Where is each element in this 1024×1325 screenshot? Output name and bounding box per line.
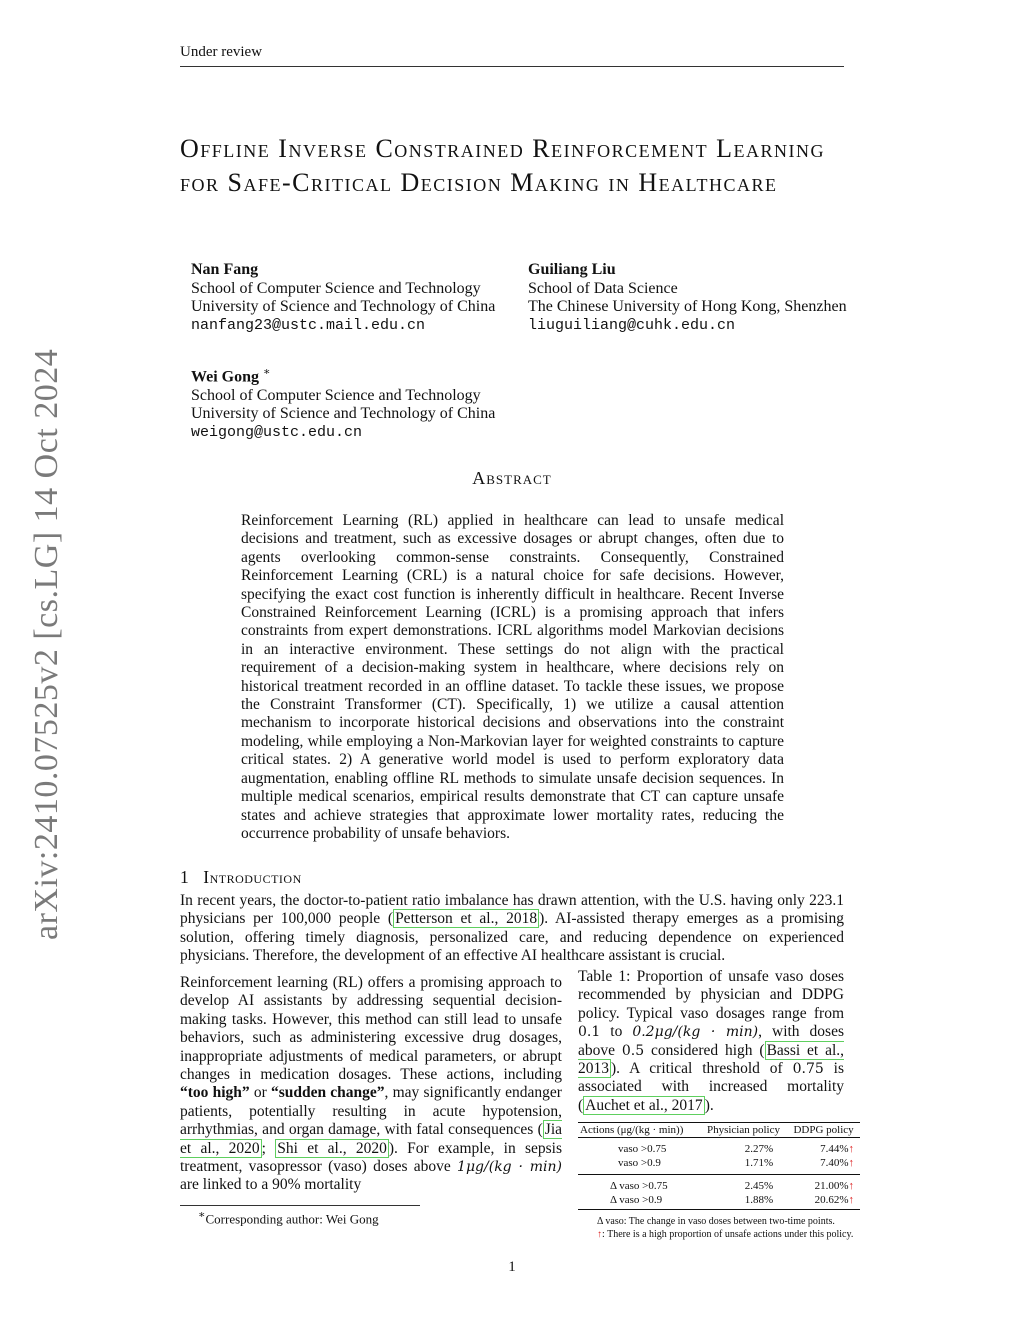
author-block-3 (191, 363, 495, 442)
up-arrow-icon: ↑ (848, 1157, 854, 1169)
table-cell: vaso >0.75 (618, 1143, 667, 1155)
text-span: ). A critical threshold of (611, 1060, 793, 1078)
page-number: 1 (508, 1259, 516, 1275)
citation-link[interactable]: Petterson et al., 2018 (395, 910, 538, 928)
author-affiliation: University of Science and Technology of China (191, 405, 496, 423)
table-cell: 20.62% (814, 1194, 849, 1206)
math-expression: 0.1 (578, 1024, 601, 1041)
section-title: Introduction (203, 867, 302, 887)
table-note: Δ vaso: The change in vaso doses between two-time points. (597, 1216, 835, 1227)
table-header-cell: Physician policy (700, 1123, 787, 1138)
math-expression: 0.5 (621, 1042, 645, 1059)
author-affiliation: School of Computer Science and Technology (191, 386, 481, 404)
text-span: are linked to a 90% mortality (180, 1176, 362, 1194)
citation-link[interactable]: Auchet et al., 2017 (585, 1096, 703, 1114)
table-row (578, 1193, 860, 1210)
abstract-heading: Abstract (472, 468, 552, 488)
math-expression: 1μg/(kg · min) (457, 1159, 562, 1176)
author-affiliation: School of Computer Science and Technology (191, 279, 481, 297)
table-row (578, 1175, 860, 1194)
table-cell: 2.27% (744, 1143, 774, 1155)
section-heading (180, 867, 302, 888)
author-name: Wei Gong (191, 368, 260, 386)
author-email[interactable]: weigong@ustc.edu.cn (191, 423, 363, 441)
text-span: ). (704, 1096, 714, 1114)
text-span: ; (261, 1139, 276, 1157)
table-cell: 7.44% (820, 1143, 849, 1155)
table-cell: 7.40% (820, 1157, 849, 1169)
results-table (578, 1122, 860, 1210)
table-note (597, 1229, 853, 1240)
intro-paragraph (180, 892, 844, 966)
table-caption (578, 968, 844, 1115)
table-cell: 21.00% (814, 1180, 849, 1192)
running-header: Under review (180, 44, 263, 60)
text-span: to (600, 1023, 633, 1041)
footnote-text: Corresponding author: Wei Gong (205, 1211, 379, 1227)
author-name: Nan Fang (191, 261, 259, 278)
section-number: 1 (180, 867, 190, 887)
author-affiliation: University of Science and Technology of China (191, 298, 496, 315)
text-span: or (249, 1084, 271, 1102)
table-row (578, 1138, 860, 1157)
author-email[interactable]: nanfang23@ustc.mail.edu.cn (191, 316, 426, 334)
citation-link[interactable]: Bassi et al., 2013 (578, 1041, 845, 1078)
header-rule (180, 66, 844, 67)
text-span: ). AI-assisted therapy emerges as a promising solution, offering timely diagnosis, personalized care, and reducing dependence on experienced physicians. Therefore, the development of an effective AI healthcare assistant is crucial. (180, 910, 844, 965)
author-affiliation: School of Data Science (528, 279, 678, 297)
author-block-2 (528, 261, 847, 335)
footnote (198, 1208, 379, 1227)
text-span: considered high ( (644, 1041, 765, 1059)
author-block-1 (191, 261, 495, 335)
up-arrow-icon: ↑ (597, 1229, 602, 1240)
table-cell: Δ vaso >0.9 (578, 1193, 700, 1210)
table-row (578, 1156, 860, 1175)
math-expression: 0.75 (792, 1061, 824, 1078)
footnote-rule (180, 1205, 420, 1206)
text-span: Reinforcement learning (RL) offers a promising approach to develop AI assistants by addressing sequential decision-making tasks. However, this method can still lead to unsafe behaviors, such as administering excessive drug dosages, inappropriate adjustments of medical parameters, or abrupt changes in medication dosages. These actions, including (180, 974, 562, 1084)
author-affiliation: The Chinese University of Hong Kong, Shenzhen (528, 298, 847, 315)
left-column-paragraph (180, 974, 562, 1195)
text-span: is associated with increased mortality ( (578, 1060, 844, 1114)
abstract-body: Reinforcement Learning (RL) applied in healthcare can lead to unsafe medical decisions and treatment, such as excessive dosages or abrupt changes, often due to agents overlooking common-sense constraints. Consequently, Constrained Reinforcement Learning (CRL) is a natural choice for safe decisions. However, specifying the exact cost function is inherently difficult in healthcare. Recent Inverse Constrained Reinforcement Learning (ICRL) is a promising approach that infers constraints from expert demonstrations. ICRL algorithms model Markovian decisions in an interactive environment. These settings do not align with the practical requirement of a decision-making system in healthcare, where decisions rely on historical treatment recorded in an offline dataset. To tackle these issues, we propose the Constraint Transformer (CT). Specifically, 1) we utilize a causal attention mechanism to incorporate historical decisions and observations into the constraint modeling, while employing a Non-Markovian layer for weighted constraints to capture critical states. 2) A generative world model is used to perform exploratory data augmentation, enabling offline RL methods to simulate unsafe decision sequences. In multiple medical scenarios, empirical results demonstrate that CT can capture unsafe states and achieve strategies that approximate lower mortality rates, reducing the occurrence probability of unsafe behaviors. (241, 512, 784, 842)
footnote-mark: ∗ (198, 1209, 206, 1221)
table-cell: vaso >0.9 (618, 1157, 661, 1169)
up-arrow-icon: ↑ (848, 1143, 854, 1155)
math-expression: 0.2μg/(kg · min) (632, 1024, 759, 1041)
up-arrow-icon: ↑ (848, 1180, 854, 1192)
table-cell: 1.88% (700, 1193, 787, 1210)
arxiv-stamp: arXiv:2410.07525v2 [cs.LG] 14 Oct 2024 (28, 348, 65, 940)
bold-phrase: “too high” (180, 1084, 250, 1102)
text-span: Table 1: Proportion of unsafe vaso doses recommended by physician and DDPG policy. Typical vaso dosages range from (578, 968, 844, 1022)
author-email[interactable]: liuguiliang@cuhk.edu.cn (528, 316, 736, 334)
table-header-cell: DDPG policy (787, 1123, 860, 1138)
up-arrow-icon: ↑ (848, 1194, 854, 1206)
text-span: ). For example, in sepsis treatment, vasopressor (vaso) doses above (180, 1139, 562, 1176)
table-header-row (578, 1123, 860, 1138)
text-span: , with doses above (578, 1023, 845, 1059)
table-cell: Δ vaso >0.75 (578, 1175, 700, 1194)
text-span: , may significantly endanger patients, potentially resulting in acute hypotension, arrhythmias, and organ damage, with fatal consequences ( (180, 1084, 562, 1139)
table-cell: 2.45% (700, 1175, 787, 1194)
table-cell: 1.71% (744, 1157, 774, 1169)
citation-link[interactable]: Jia et al., 2020 (180, 1121, 562, 1157)
paper-title: Offline Inverse Constrained Reinforcement Learning for Safe-Critical Decision Making in Healthcare (180, 134, 825, 197)
corresponding-mark[interactable]: ∗ (263, 366, 271, 378)
citation-link[interactable]: Shi et al., 2020 (277, 1139, 387, 1157)
author-name: Guiliang Liu (528, 261, 616, 278)
bold-phrase: “sudden change” (270, 1084, 385, 1102)
table-header-cell: Actions (μg/(kg · min)) (578, 1123, 700, 1138)
text-span: In recent years, the doctor-to-patient ratio imbalance has drawn attention, with the U.S. having only 223.1 physicians per 100,000 people ( (180, 892, 844, 928)
text-span: : There is a high proportion of unsafe actions under this policy. (602, 1229, 854, 1240)
